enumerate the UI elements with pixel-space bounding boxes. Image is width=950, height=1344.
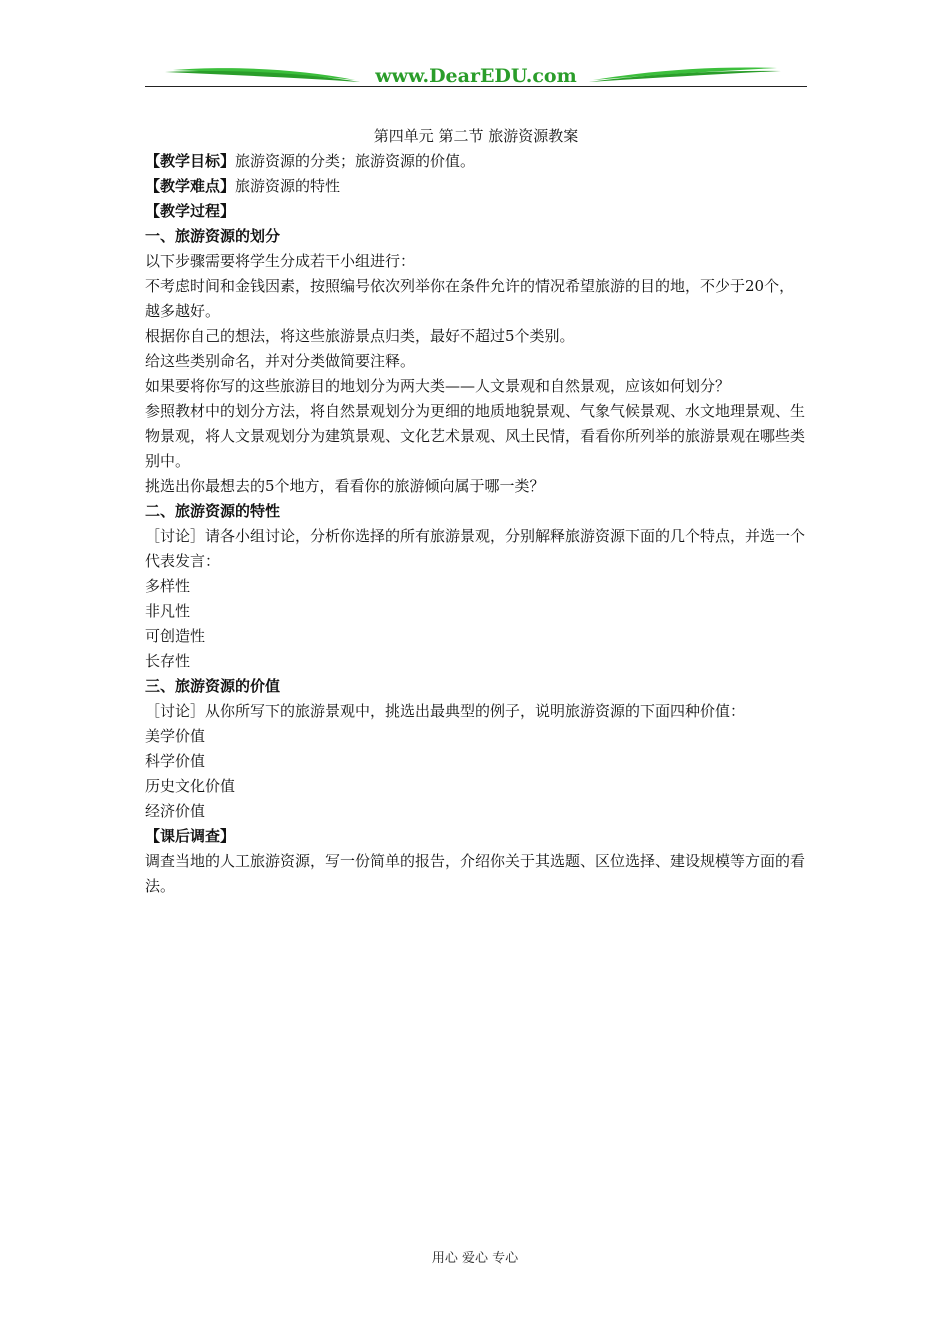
section2-discussion: ［讨论］请各小组讨论，分析你选择的所有旅游景观，分别解释旅游资源下面的几个特点，并选一个代表发言： xyxy=(145,527,806,570)
section2-item: 多样性 xyxy=(145,577,191,595)
difficulty-label: 【教学难点】 xyxy=(145,177,236,195)
section2-item: 非凡性 xyxy=(145,602,191,620)
section3-discussion: ［讨论］从你所写下的旅游景观中，挑选出最典型的例子，说明旅游资源的下面四种价值： xyxy=(145,702,746,720)
section3-item: 历史文化价值 xyxy=(145,777,236,795)
difficulty-text: 旅游资源的特性 xyxy=(235,177,341,195)
document-body xyxy=(145,124,807,899)
section3-heading: 三、旅游资源的价值 xyxy=(145,677,281,695)
section1-paragraph: 根据你自己的想法，将这些旅游景点归类，最好不超过5个类别。 xyxy=(145,327,575,345)
objectives-label: 【教学目标】 xyxy=(145,152,236,170)
section1-paragraph: 挑选出你最想去的5个地方，看看你的旅游倾向属于哪一类？ xyxy=(145,477,545,495)
section1-paragraph: 不考虑时间和金钱因素，按照编号依次列举你在条件允许的情况希望旅游的目的地，不少于20个，越多越好。 xyxy=(145,277,795,320)
process-label: 【教学过程】 xyxy=(145,202,236,220)
section2-item: 长存性 xyxy=(145,652,191,670)
section3-item: 美学价值 xyxy=(145,727,206,745)
page-footer: 用心 爱心 专心 xyxy=(431,1251,519,1266)
difficulty-line xyxy=(145,174,807,199)
after-class-text: 调查当地的人工旅游资源，写一份简单的报告，介绍你关于其选题、区位选择、建设规模等方面的看法。 xyxy=(145,852,806,895)
objectives-line xyxy=(145,149,807,174)
section2-heading: 二、旅游资源的特性 xyxy=(145,502,281,520)
section2-item: 可创造性 xyxy=(145,627,206,645)
section1-paragraph: 如果要将你写的这些旅游目的地划分为两大类——人文景观和自然景观，应该如何划分？ xyxy=(145,377,731,395)
document-title: 第四单元 第二节 旅游资源教案 xyxy=(373,127,579,145)
section1-heading: 一、旅游资源的划分 xyxy=(145,227,281,245)
after-class-label: 【课后调查】 xyxy=(145,827,236,845)
section1-paragraph: 给这些类别命名，并对分类做简要注释。 xyxy=(145,352,416,370)
section1-paragraph: 参照教材中的划分方法，将自然景观划分为更细的地质地貌景观、气象气候景观、水文地理景观、生物景观，将人文景观划分为建筑景观、文化艺术景观、风土民情，看看你所列举的旅游景观在哪些类别中。 xyxy=(145,402,806,470)
objectives-text: 旅游资源的分类；旅游资源的价值。 xyxy=(235,152,476,170)
section3-item: 经济价值 xyxy=(145,802,206,820)
section1-paragraph: 以下步骤需要将学生分成若干小组进行： xyxy=(145,252,416,270)
logo-text: www.DearEDU.com xyxy=(375,65,577,87)
section3-item: 科学价值 xyxy=(145,752,206,770)
header-rule xyxy=(145,86,807,87)
